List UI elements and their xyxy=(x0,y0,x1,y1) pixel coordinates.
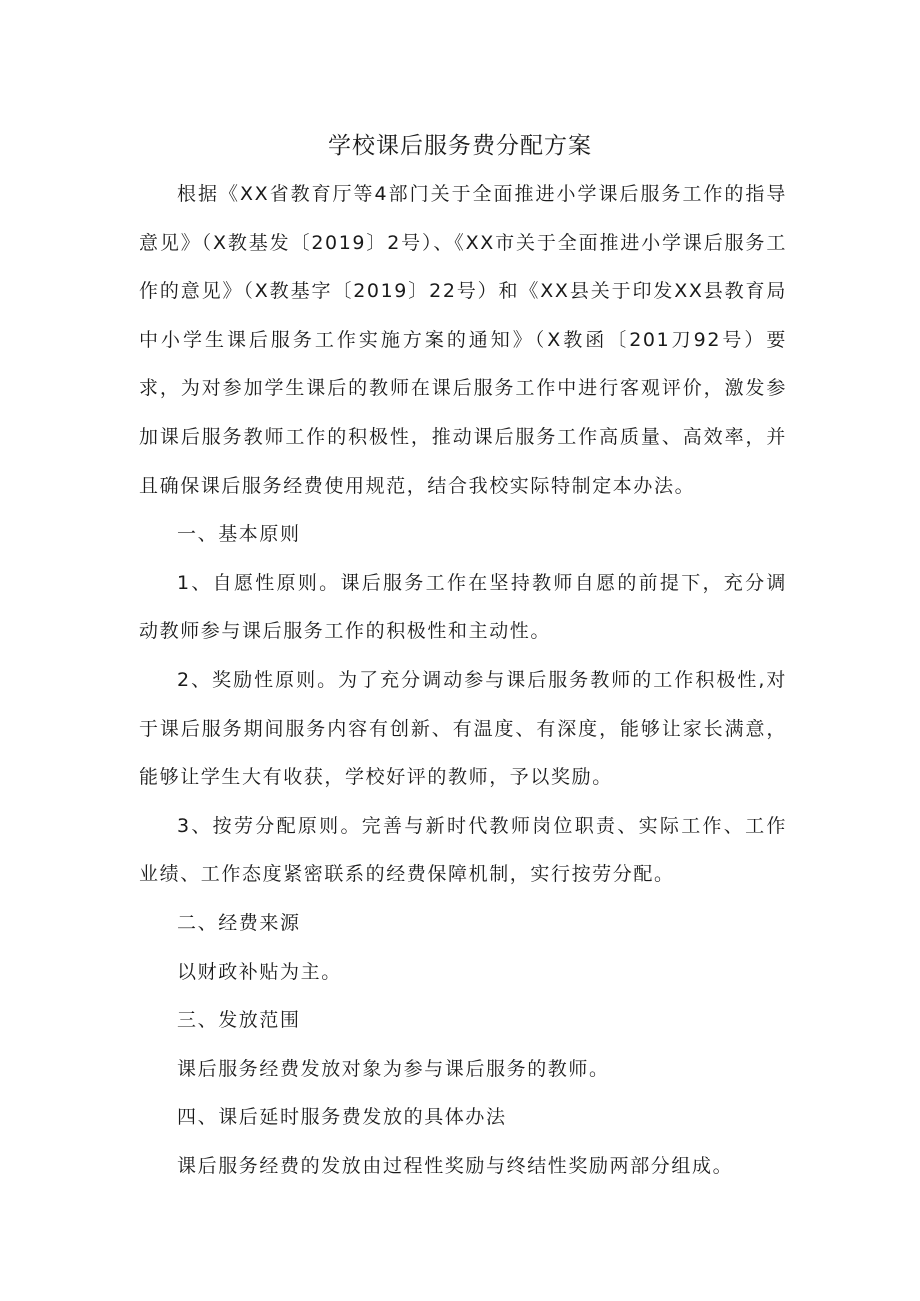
method-text: 课后服务经费的发放由过程性奖励与终结性奖励两部分组成。 xyxy=(177,1154,734,1177)
intro-paragraph: 根据《XX省教育厅等4部门关于全面推进小学课后服务工作的指导意见》（X教基发〔2019〕2号）、《XX市关于全面推进小学课后服务工作的意见》（X教基字〔2019〕22号）和《XX县关于印发XX县教育局中小学生课后服务工作实施方案的通知》（X教函〔201刀92号）要求，为对参加学生课后的教师在课后服务工作中进行客观评价，激发参加课后服务教师工作的积极性，推动课后服务工作高质量、高效率，并且确保课后服务经费使用规范，结合我校实际特制定本办法。 xyxy=(139,183,787,497)
section-heading-method: 四、课后延时服务费发放的具体办法 xyxy=(177,1106,507,1129)
principle-distribution: 3、按劳分配原则。完善与新时代教师岗位职责、实际工作、工作业绩、工作态度紧密联系的经费保障机制，实行按劳分配。 xyxy=(139,814,787,886)
funding-source-text: 以财政补贴为主。 xyxy=(177,960,342,983)
section-heading-basic-principles: 一、基本原则 xyxy=(177,523,301,546)
principle-reward: 2、奖励性原则。为了充分调动参与课后服务教师的工作积极性,对于课后服务期间服务内容有创新、有温度、有深度，能够让家长满意，能够让学生大有收获，学校好评的教师，予以奖励。 xyxy=(139,668,787,789)
section-heading-funding-source: 二、经费来源 xyxy=(177,911,301,934)
principle-voluntary: 1、自愿性原则。课后服务工作在坚持教师自愿的前提下，充分调动教师参与课后服务工作的积极性和主动性。 xyxy=(139,571,787,643)
section-heading-scope: 三、发放范围 xyxy=(177,1009,301,1032)
document-title: 学校课后服务费分配方案 xyxy=(328,133,592,159)
scope-text: 课后服务经费发放对象为参与课后服务的教师。 xyxy=(177,1057,610,1080)
document-body xyxy=(139,170,787,1190)
